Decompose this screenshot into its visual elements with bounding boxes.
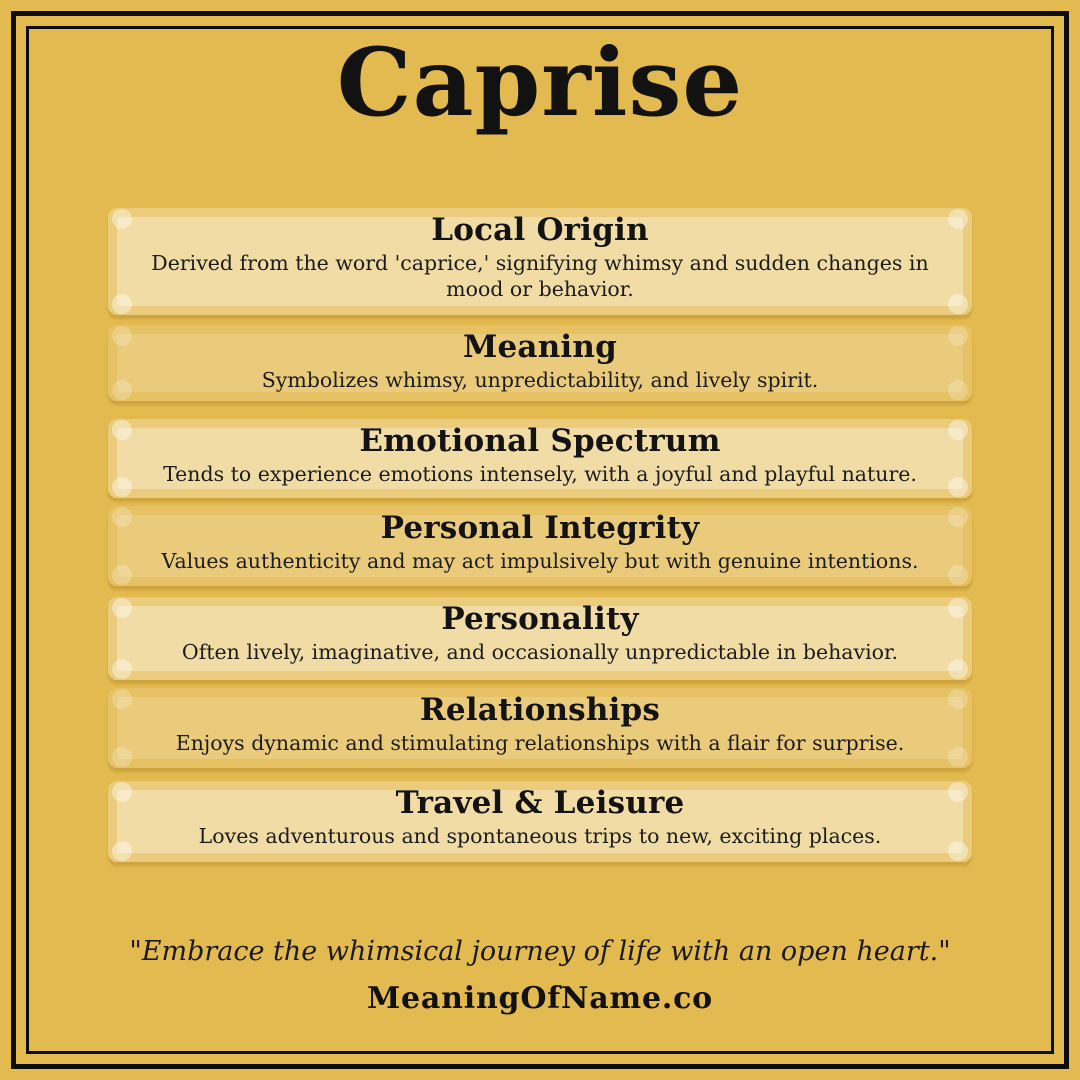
quote-text: "Embrace the whimsical journey of life with an open heart."	[129, 936, 951, 967]
section-body: Enjoys dynamic and stimulating relationships with a flair for surprise.	[175, 730, 905, 755]
section-panel-emotional-spectrum	[108, 419, 972, 498]
section-panel-personal-integrity	[108, 506, 972, 586]
section-body: Symbolizes whimsy, unpredictability, and lively spirit.	[261, 367, 819, 392]
section-panel-travel-leisure	[108, 781, 972, 862]
section-body: Often lively, imaginative, and occasionally unpredictable in behavior.	[181, 639, 899, 664]
section-heading: Meaning	[462, 329, 618, 365]
section-panel-personality	[108, 597, 972, 680]
section-heading: Travel & Leisure	[395, 785, 685, 821]
section-panel-local-origin	[108, 208, 972, 315]
section-body: Derived from the word 'caprice,' signifying whimsy and sudden changes in mood or behavior.	[151, 250, 929, 302]
section-heading: Emotional Spectrum	[359, 423, 721, 459]
section-heading: Relationships	[419, 692, 661, 728]
section-body: Tends to experience emotions intensely, with a joyful and playful nature.	[163, 461, 917, 486]
section-body: Values authenticity and may act impulsively but with genuine intentions.	[161, 548, 919, 573]
section-heading: Personality	[441, 601, 639, 637]
section-panel-meaning	[108, 325, 972, 401]
section-panel-relationships	[108, 688, 972, 768]
brand-name: MeaningOfName.co	[367, 981, 713, 1016]
section-heading: Personal Integrity	[380, 510, 700, 546]
section-body: Loves adventurous and spontaneous trips to new, exciting places.	[198, 823, 882, 848]
page-title: Caprise	[336, 28, 744, 138]
section-heading: Local Origin	[431, 212, 649, 248]
